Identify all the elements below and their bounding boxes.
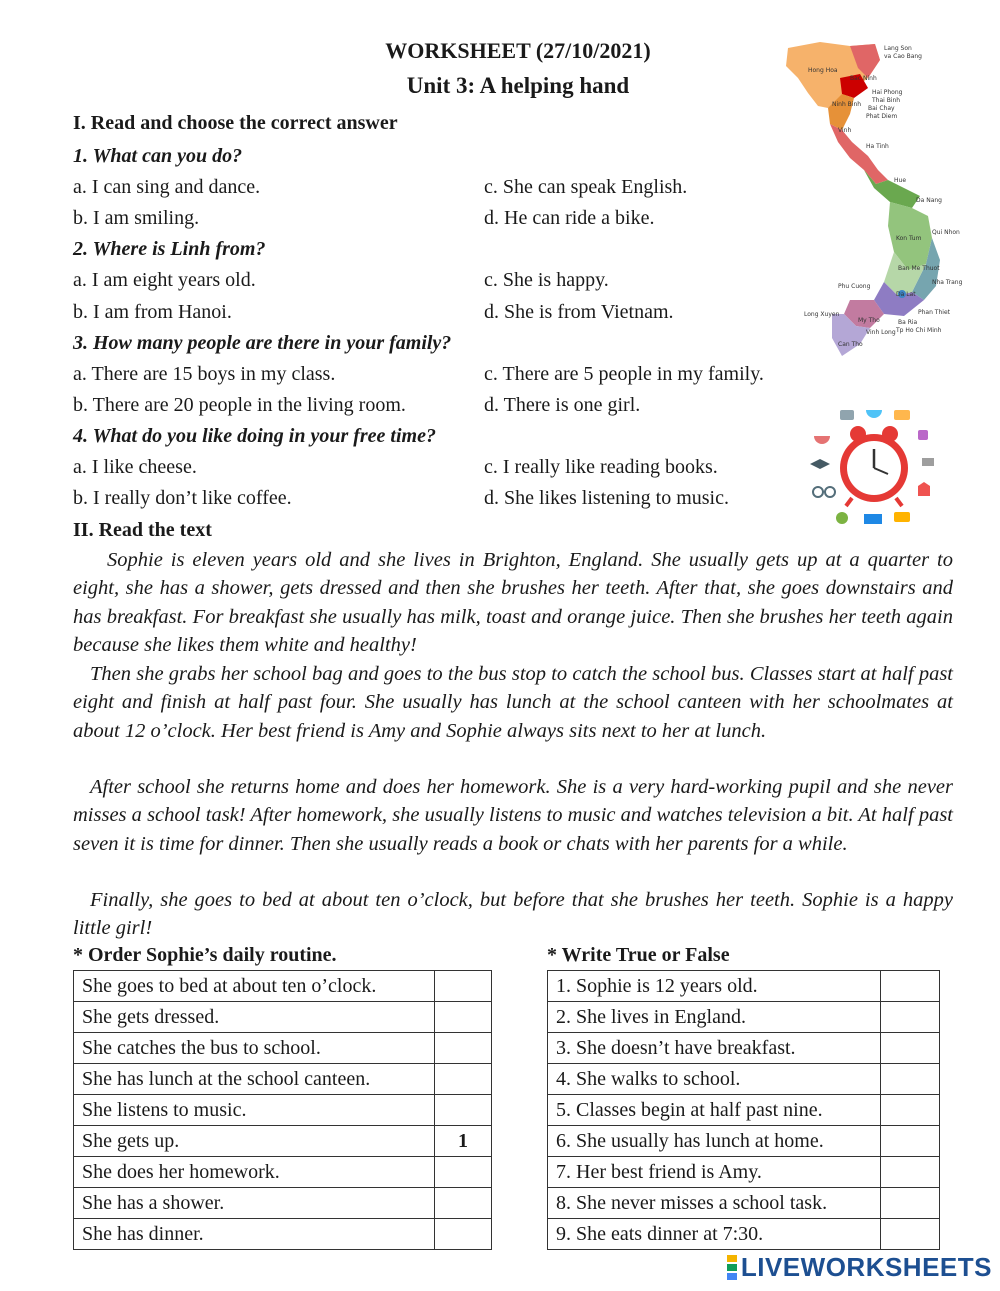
table-row [548, 1157, 940, 1188]
order-answer-cell[interactable] [435, 971, 492, 1002]
tf-answer-cell[interactable] [881, 1219, 940, 1250]
worksheet-subtitle: Unit 3: A helping hand [406, 73, 630, 98]
routine-step: She has a shower. [74, 1188, 435, 1219]
table-row [74, 1188, 492, 1219]
statement: 3. She doesn’t have breakfast. [548, 1033, 881, 1064]
routine-step: She has lunch at the school canteen. [74, 1064, 435, 1095]
order-answer-cell[interactable] [435, 1188, 492, 1219]
question-1: 1. What can you do? [73, 145, 243, 167]
table-row [74, 1126, 492, 1157]
map-label: Bac Ninh [850, 75, 877, 82]
map-label: Nha Trang [932, 279, 963, 286]
tf-answer-cell[interactable] [881, 1188, 940, 1219]
map-label: Kon Tum [896, 235, 922, 242]
map-label: Bai Chay [868, 105, 895, 112]
option-3c: c. There are 5 people in my family. [484, 363, 764, 385]
statement: 8. She never misses a school task. [548, 1188, 881, 1219]
vietnam-map-image [780, 38, 980, 368]
map-label: Lang Son [884, 45, 912, 52]
true-false-heading: * Write True or False [547, 944, 730, 966]
table-row [74, 1033, 492, 1064]
map-label: va Cao Bang [884, 53, 922, 60]
option-2b: b. I am from Hanoi. [73, 301, 232, 323]
question-2: 2. Where is Linh from? [73, 238, 266, 260]
statement: 9. She eats dinner at 7:30. [548, 1219, 881, 1250]
logo-icon [727, 1254, 737, 1281]
option-4b: b. I really don’t like coffee. [73, 487, 292, 509]
map-label: Phan Thiet [918, 309, 950, 316]
statement: 5. Classes begin at half past nine. [548, 1095, 881, 1126]
statement: 1. Sophie is 12 years old. [548, 971, 881, 1002]
tf-answer-cell[interactable] [881, 1157, 940, 1188]
option-1a: a. I can sing and dance. [73, 176, 261, 198]
routine-step: She listens to music. [74, 1095, 435, 1126]
option-3d: d. There is one girl. [484, 394, 641, 416]
routine-step: She goes to bed at about ten o’clock. [74, 971, 435, 1002]
order-answer-cell[interactable] [435, 1219, 492, 1250]
order-answer-cell[interactable] [435, 1157, 492, 1188]
order-routine-table [73, 970, 492, 1250]
order-answer-cell[interactable]: 1 [435, 1126, 492, 1157]
map-label: Ba Ria [898, 319, 918, 326]
tf-answer-cell[interactable] [881, 1095, 940, 1126]
table-row [548, 1126, 940, 1157]
table-row [548, 1188, 940, 1219]
map-label: Hue [894, 177, 907, 184]
statement: 4. She walks to school. [548, 1064, 881, 1095]
table-row [74, 1064, 492, 1095]
section1-heading: I. Read and choose the correct answer [73, 112, 398, 134]
question-4: 4. What do you like doing in your free time? [73, 425, 436, 447]
map-label: Long Xuyen [804, 311, 840, 318]
map-label: Tp Ho Chi Minh [896, 327, 942, 334]
table-row [74, 1002, 492, 1033]
table-row [548, 1219, 940, 1250]
tf-answer-cell[interactable] [881, 1002, 940, 1033]
map-label: Hai Phong [872, 89, 903, 96]
table-row [74, 1157, 492, 1188]
map-label: Qui Nhon [932, 229, 960, 236]
reading-paragraph-2: Then she grabs her school bag and goes to the bus stop to catch the school bus. Classes start at half past eight and finish at half past four. She usually has lunch at the school canteen with her schoolmates at about 12 o’clock. Her best friend is Amy and Sophie always sits next to her at lunch. [73, 663, 953, 742]
order-answer-cell[interactable] [435, 1095, 492, 1126]
tf-answer-cell[interactable] [881, 1064, 940, 1095]
true-false-table [547, 970, 940, 1250]
map-label: Da Nang [916, 197, 942, 204]
tf-answer-cell[interactable] [881, 1126, 940, 1157]
option-4d: d. She likes listening to music. [484, 487, 729, 509]
statement: 2. She lives in England. [548, 1002, 881, 1033]
option-4c: c. I really like reading books. [484, 456, 718, 478]
order-task-heading: * Order Sophie’s daily routine. [73, 944, 337, 966]
map-label: My Tho [858, 317, 880, 324]
table-row [548, 1033, 940, 1064]
map-label: Ninh Binh [832, 101, 862, 108]
map-label: Hong Hoa [808, 67, 838, 74]
map-label: Vinh Long [866, 329, 896, 336]
option-1c: c. She can speak English. [484, 176, 688, 198]
map-label: Can Tho [838, 341, 863, 348]
order-answer-cell[interactable] [435, 1002, 492, 1033]
routine-step: She does her homework. [74, 1157, 435, 1188]
map-label: Phat Diem [866, 113, 898, 120]
option-1b: b. I am smiling. [73, 207, 200, 229]
section2-heading: II. Read the text [73, 519, 212, 541]
option-3a: a. There are 15 boys in my class. [73, 363, 336, 385]
map-label: Vinh [838, 127, 852, 134]
table-row [74, 971, 492, 1002]
worksheet-title: WORKSHEET (27/10/2021) [385, 38, 651, 63]
option-4a: a. I like cheese. [73, 456, 197, 478]
tf-answer-cell[interactable] [881, 971, 940, 1002]
table-row [548, 1064, 940, 1095]
map-label: Thai Binh [872, 97, 901, 104]
statement: 6. She usually has lunch at home. [548, 1126, 881, 1157]
reading-paragraph-3: After school she returns home and does her homework. She is a very hard-working pupil and she never misses a school task! After homework, she usually listens to music and watches television a bit. At half past seven it is time for dinner. Then she usually reads a book or chats with her parents for a while. [73, 776, 953, 855]
question-3: 3. How many people are there in your family? [73, 332, 452, 354]
option-2a: a. I am eight years old. [73, 269, 256, 291]
table-row [74, 1095, 492, 1126]
option-2c: c. She is happy. [484, 269, 609, 291]
tf-answer-cell[interactable] [881, 1033, 940, 1064]
statement: 7. Her best friend is Amy. [548, 1157, 881, 1188]
table-row [548, 1002, 940, 1033]
order-answer-cell[interactable] [435, 1033, 492, 1064]
routine-step: She has dinner. [74, 1219, 435, 1250]
map-label: Ha Tinh [866, 143, 889, 150]
reading-paragraph-1: Sophie is eleven years old and she lives in Brighton, England. She usually gets up at a quarter to eight, she has a shower, gets dressed and then she brushes her teeth. After that, she goes downstairs and has breakfast. For breakfast she usually has milk, toast and orange juice. Then she brushes her teeth again because she likes them white and healthy! [73, 549, 953, 656]
option-2d: d. She is from Vietnam. [484, 301, 674, 323]
table-row [74, 1219, 492, 1250]
map-label: Phu Cuong [838, 283, 871, 290]
order-answer-cell[interactable] [435, 1064, 492, 1095]
map-label: Ban Me Thuot [898, 265, 940, 272]
liveworksheets-logo [727, 1252, 992, 1283]
routine-step: She gets up. [74, 1126, 435, 1157]
routine-step: She catches the bus to school. [74, 1033, 435, 1064]
routine-step: She gets dressed. [74, 1002, 435, 1033]
map-label: Da Lat [896, 291, 916, 298]
table-row [548, 1095, 940, 1126]
option-1d: d. He can ride a bike. [484, 207, 655, 229]
clock-hobbies-image [802, 402, 946, 530]
reading-paragraph-4: Finally, she goes to bed at about ten o’clock, but before that she brushes her teeth. Sophie is a happy little girl! [73, 889, 953, 940]
table-row [548, 971, 940, 1002]
logo-text: LIVEWORKSHEETS [740, 1252, 992, 1282]
option-3b: b. There are 20 people in the living room. [73, 394, 406, 416]
